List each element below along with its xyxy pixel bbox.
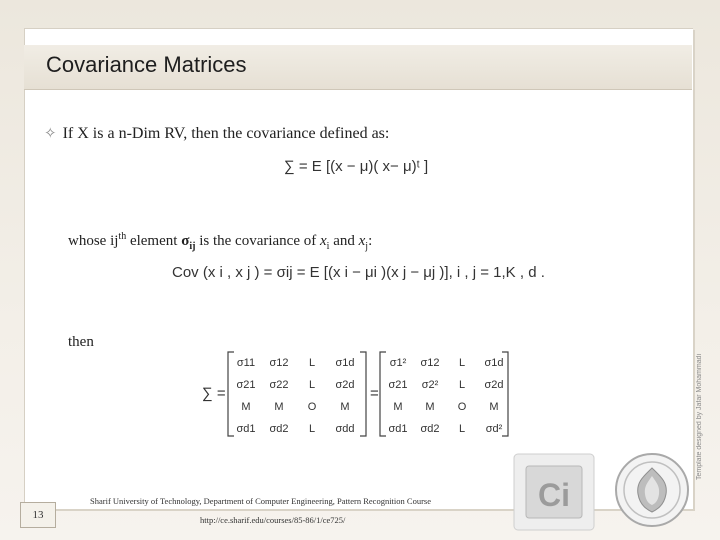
mleft-cell: L	[308, 357, 316, 369]
left-matrix-cells	[236, 357, 354, 435]
mright-cell: σd2	[420, 423, 440, 435]
ci-logo-icon	[508, 448, 600, 534]
mleft-cell: L	[308, 423, 316, 435]
x-i-symbol: x	[320, 233, 327, 249]
mright-cell: σ12	[420, 357, 440, 369]
bullet-line	[44, 124, 389, 143]
ci-logo-text: Ci	[538, 477, 570, 513]
mleft-cell: σd1	[236, 423, 256, 435]
left-matrix-close-bracket	[360, 352, 366, 436]
right-matrix-open-bracket	[380, 352, 386, 436]
mright-cell: σd²	[485, 423, 503, 435]
mleft-cell: σ2d	[335, 379, 355, 391]
element-definition-line	[68, 231, 372, 252]
mleft-cell: M	[241, 401, 251, 413]
sigma-symbol: σ	[181, 233, 190, 249]
mright-cell: L	[458, 357, 466, 369]
right-matrix-cells	[388, 357, 503, 435]
mright-cell: O	[457, 401, 467, 413]
mleft-cell: L	[308, 379, 316, 391]
line2-superscript: th	[118, 231, 127, 242]
mright-cell: σ21	[388, 379, 408, 391]
line2-mid: element	[126, 233, 182, 249]
line2-tail: is the covariance of	[195, 233, 320, 249]
x-j-symbol: x	[358, 233, 366, 249]
mleft-cell: σ11	[236, 357, 256, 369]
mleft-cell: σdd	[335, 423, 355, 435]
mright-cell: M	[489, 401, 499, 413]
mright-cell: L	[458, 423, 466, 435]
mleft-cell: σd2	[269, 423, 289, 435]
left-matrix-open-bracket	[228, 352, 234, 436]
sharif-seal-logo	[610, 446, 694, 534]
cov-element-equation: Cov (x i , x j ) = σij = E [(x i − μi )(x j − μj )], i , j = 1,K , d .	[172, 264, 545, 281]
page-number: 13	[20, 502, 56, 528]
template-credit: Template designed by Jafar Mohammadi	[696, 353, 703, 480]
line2-colon: :	[368, 233, 373, 249]
mright-cell: L	[458, 379, 466, 391]
line2-prefix: whose ij	[68, 233, 119, 249]
mright-cell: σ2d	[484, 379, 504, 391]
mleft-cell: σ22	[269, 379, 289, 391]
matrix-svg	[200, 348, 590, 440]
footer-url: http://ce.sharif.edu/courses/85-86/1/ce725/	[200, 515, 346, 525]
sigma-subscript: ij	[189, 241, 196, 252]
mleft-cell: σ12	[269, 357, 289, 369]
mright-cell: σd1	[388, 423, 408, 435]
bullet-text: If X is a n-Dim RV, then the covariance defined as:	[62, 125, 390, 142]
sharif-seal-icon	[610, 446, 694, 534]
mright-cell: σ1d	[484, 357, 504, 369]
mright-cell: M	[393, 401, 403, 413]
footer-course-line: Sharif University of Technology, Department of Computer Engineering, Pattern Recognition Course	[90, 496, 431, 506]
x-j-subscript: j	[365, 241, 369, 252]
x-i-subscript: i	[326, 241, 330, 252]
matrix-equals: =	[370, 385, 379, 402]
ci-logo	[508, 448, 600, 534]
then-label: then	[68, 334, 94, 350]
mleft-cell: σ1d	[335, 357, 355, 369]
diamond-star-bullet-icon: ✧	[44, 126, 57, 142]
matrix-sigma-label: ∑ =	[202, 385, 226, 402]
mright-cell: σ1²	[389, 357, 407, 369]
covariance-equation: ∑ = E [(x − μ)( x− μ)ᵗ ]	[284, 158, 429, 175]
mleft-cell: M	[274, 401, 284, 413]
mright-cell: σ2²	[421, 379, 439, 391]
line2-and: and	[329, 233, 359, 249]
covariance-matrix-equation	[200, 348, 510, 440]
slide-title: Covariance Matrices	[46, 52, 247, 77]
mleft-cell: σ21	[236, 379, 256, 391]
mleft-cell: O	[307, 401, 317, 413]
mright-cell: M	[425, 401, 435, 413]
mleft-cell: M	[340, 401, 350, 413]
